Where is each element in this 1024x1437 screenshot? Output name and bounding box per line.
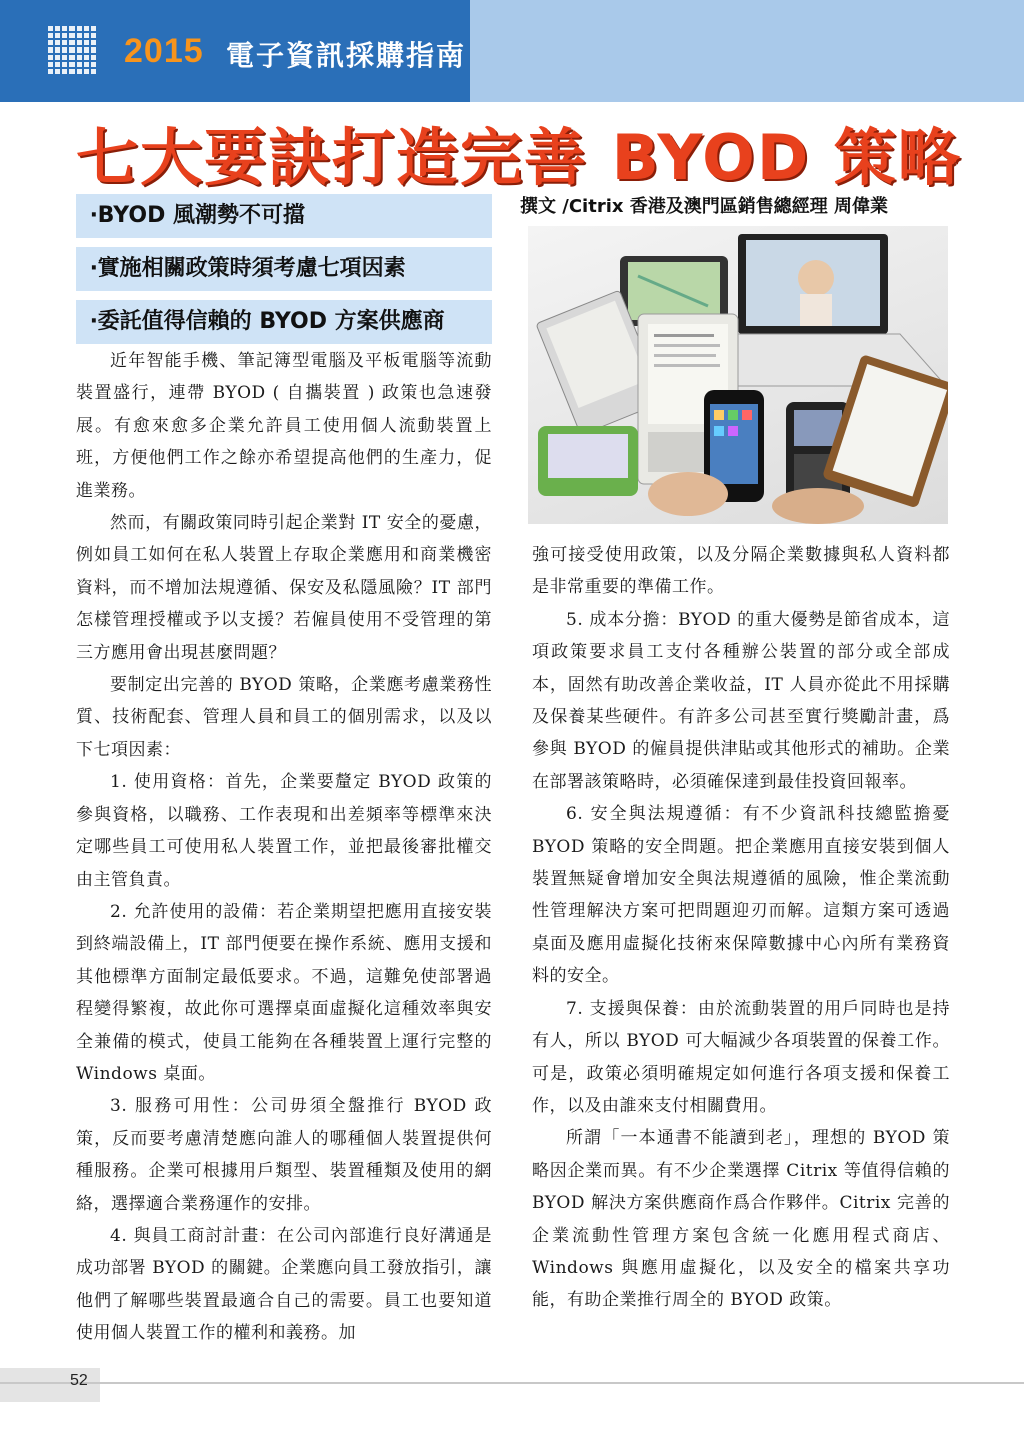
column-left [76,345,492,1350]
paragraph: 1. 使用資格：首先，企業要釐定 BYOD 政策的參與資格，以職務、工作表現和出差頻率等標準來決定哪些員工可使用私人裝置工作，並把最後審批權交由主管負責。 [76,772,492,890]
paragraph: 要制定出完善的 BYOD 策略，企業應考慮業務性質、技術配套、管理人員和員工的個別需求，以及以下七項因素： [76,675,492,760]
paragraph: 強可接受使用政策，以及分隔企業數據與私人資料都是非常重要的準備工作。 [532,545,950,598]
publication-title: 電子資訊採購指南 [226,39,467,72]
header-panel [0,0,470,102]
header-year: 2015 [124,32,204,70]
column-right [532,539,950,1317]
paragraph: 3. 服務可用性：公司毋須全盤推行 BYOD 政策，反而要考慮清楚應向誰人的哪種個人裝置提供何種服務。企業可根據用戶類型、裝置種類及使用的網絡，選擇適合業務運作的安排。 [76,1096,492,1214]
devices-photo [528,226,948,524]
highlight-3: ‧委託值得信賴的 BYOD 方案供應商 [76,300,492,344]
paragraph: 7. 支援與保養：由於流動裝置的用戶同時也是持有人，所以 BYOD 可大幅減少各項裝置的保養工作。可是，政策必須明確規定如何進行各項支援和保養工作，以及由誰來支付相關費用。 [532,998,950,1116]
paragraph: 近年智能手機、筆記簿型電腦及平板電腦等流動裝置盛行，連帶 BYOD ( 自攜裝置 ) 政策也急速發展。有愈來愈多企業允許員工使用個人流動裝置上班，方便他們工作之餘亦希望提高他們的生產力，促進業務。 [76,351,492,501]
paragraph: 所謂「一本通書不能讀到老」，理想的 BYOD 策略因企業而異。有不少企業選擇 Citrix 等值得信賴的 BYOD 解決方案供應商作爲合作夥伴。Citrix 完善的企業流動性管理方案包含統一化應用程式商店、Windows 與應用虛擬化，以及安全的檔案共享功能，有助企業推行周全的 BYOD 政策。 [532,1128,950,1311]
highlight-2: ‧實施相關政策時須考慮七項因素 [76,247,492,291]
highlight-1: ‧BYOD 風潮勢不可擋 [76,194,492,238]
article-title: 七大要訣打造完善 BYOD 策略 [76,121,962,194]
paragraph: 然而，有關政策同時引起企業對 IT 安全的憂慮，例如員工如何在私人裝置上存取企業應用和商業機密資料，而不增加法規遵循、保安及私隱風險？IT 部門怎樣管理授權或予以支援？若僱員使用不受管理的第三方應用會出現甚麼問題？ [76,513,492,663]
paragraph: 6. 安全與法規遵循：有不少資訊科技總監擔憂 BYOD 策略的安全問題。把企業應用直接安裝到個人裝置無疑會增加安全與法規遵循的風險，惟企業流動性管理解決方案可把問題迎刃而解。這類方案可透過桌面及應用虛擬化技術來保障數據中心內所有業務資料的安全。 [532,804,950,987]
footer-divider [0,1382,1024,1384]
paragraph: 4. 與員工商討計畫：在公司內部進行良好溝通是成功部署 BYOD 的關鍵。企業應向員工發放指引，讓他們了解哪些裝置最適合自己的需要。員工也要知道使用個人裝置工作的權利和義務。加 [76,1225,492,1344]
page-number: 52 [70,1372,88,1389]
paragraph: 5. 成本分擔：BYOD 的重大優勢是節省成本，這項政策要求員工支付各種辦公裝置的部分或全部成本，固然有助改善企業收益，IT 人員亦從此不用採購及保養某些硬件。有許多公司甚至實行獎勵計畫，爲參與 BYOD 的僱員提供津貼或其他形式的補助。企業在部署該策略時，必須確保達到最佳投資回報率。 [532,609,950,792]
grid-logo-icon [48,26,96,74]
paragraph: 2. 允許使用的設備：若企業期望把應用直接安裝到終端設備上，IT 部門便要在操作系統、應用支援和其他標準方面制定最低要求。不過，這難免使部署過程變得繁複，故此你可選擇桌面虛擬化這種效率與安全兼備的模式，使員工能夠在各種裝置上運行完整的 Windows 桌面。 [76,901,492,1084]
byline: 撰文 /Citrix 香港及澳門區銷售總經理 周偉業 [520,196,889,217]
devices-illustration [528,226,948,524]
